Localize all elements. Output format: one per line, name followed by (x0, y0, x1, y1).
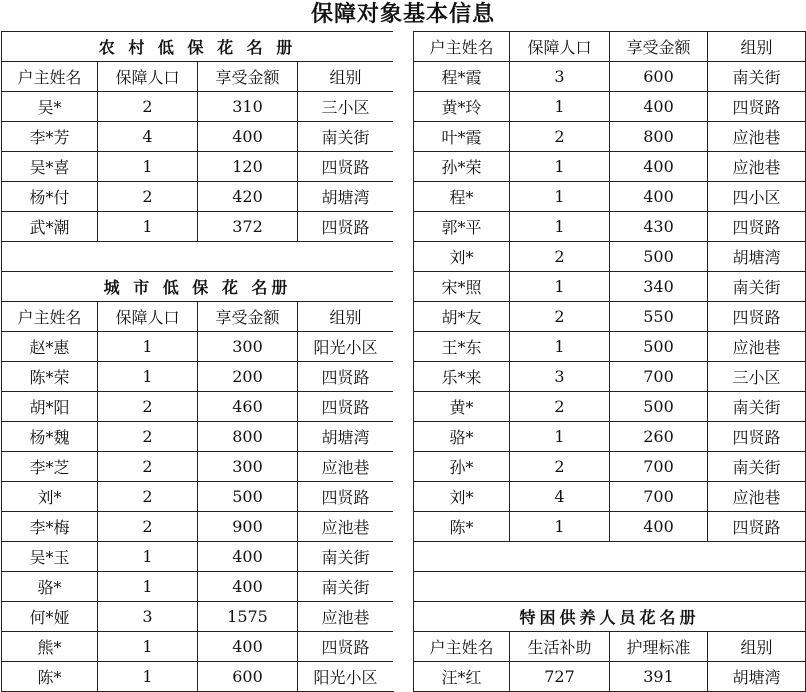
group-cell[interactable]: 南关街 (298, 122, 394, 152)
blank-cell[interactable] (2, 242, 394, 272)
table-row (414, 272, 806, 302)
group-cell[interactable]: 胡塘湾 (298, 422, 394, 452)
table-row (414, 122, 806, 152)
group-cell[interactable]: 三小区 (708, 362, 806, 392)
table-row (2, 362, 394, 392)
table-row (2, 212, 394, 242)
group-cell[interactable]: 四贤路 (298, 632, 394, 662)
name-cell[interactable]: 吴* (2, 92, 98, 122)
count-cell[interactable]: 1 (510, 92, 610, 122)
count-cell[interactable]: 2 (510, 122, 610, 152)
amount-cell[interactable]: 500 (610, 392, 708, 422)
urban-section-title[interactable]: 城 市 低 保 花 名册 (2, 272, 394, 302)
count-cell[interactable]: 2 (98, 92, 198, 122)
group-cell[interactable]: 应池巷 (708, 332, 806, 362)
table-row (2, 542, 394, 572)
table-row (414, 662, 806, 692)
count-cell[interactable]: 1 (510, 272, 610, 302)
group-cell[interactable]: 四贤路 (708, 212, 806, 242)
name-cell[interactable]: 刘* (414, 242, 510, 272)
amount-cell[interactable]: 500 (610, 332, 708, 362)
header-row (2, 302, 394, 332)
amount-cell[interactable]: 400 (610, 182, 708, 212)
name-cell[interactable]: 汪*红 (414, 662, 510, 692)
table-row (2, 332, 394, 362)
count-cell[interactable]: 1 (510, 512, 610, 542)
group-cell[interactable]: 阳光小区 (298, 662, 394, 692)
name-cell[interactable]: 陈* (414, 512, 510, 542)
group-cell[interactable]: 应池巷 (708, 152, 806, 182)
special-section-title-row (414, 602, 806, 632)
count-cell[interactable]: 2 (98, 482, 198, 512)
table-row (414, 302, 806, 332)
amount-cell[interactable]: 400 (610, 152, 708, 182)
blank-row (2, 242, 394, 272)
count-cell[interactable]: 2 (98, 392, 198, 422)
column-header[interactable]: 享受金额 (610, 32, 708, 62)
name-cell[interactable]: 吴*玉 (2, 542, 98, 572)
name-cell[interactable]: 程*霞 (414, 62, 510, 92)
count-cell[interactable]: 4 (510, 482, 610, 512)
name-cell[interactable]: 骆* (2, 572, 98, 602)
blank-cell[interactable] (414, 542, 806, 572)
name-cell[interactable]: 胡*阳 (2, 392, 98, 422)
amount-cell[interactable]: 260 (610, 422, 708, 452)
urban-section-title-row (2, 272, 394, 302)
name-cell[interactable]: 孙* (414, 452, 510, 482)
column-header[interactable]: 生活补助 (510, 632, 610, 662)
blank-cell[interactable] (414, 572, 806, 602)
column-header[interactable]: 组别 (298, 302, 394, 332)
amount-cell[interactable]: 391 (610, 662, 708, 692)
table-row (414, 212, 806, 242)
name-cell[interactable]: 黄*玲 (414, 92, 510, 122)
amount-cell[interactable]: 500 (198, 482, 298, 512)
amount-cell[interactable]: 550 (610, 302, 708, 332)
name-cell[interactable]: 李*芝 (2, 452, 98, 482)
column-header[interactable]: 户主姓名 (2, 62, 98, 92)
amount-cell[interactable]: 800 (610, 122, 708, 152)
table-row (2, 572, 394, 602)
group-cell[interactable]: 应池巷 (298, 452, 394, 482)
right-sheet (413, 31, 806, 692)
column-header[interactable]: 组别 (708, 32, 806, 62)
amount-cell[interactable]: 400 (198, 122, 298, 152)
count-cell[interactable]: 2 (98, 512, 198, 542)
name-cell[interactable]: 李*芳 (2, 122, 98, 152)
table-row (2, 92, 394, 122)
amount-cell[interactable]: 310 (198, 92, 298, 122)
header-row (2, 62, 394, 92)
table-row (414, 182, 806, 212)
amount-cell[interactable]: 340 (610, 272, 708, 302)
column-header[interactable]: 保障人口 (510, 32, 610, 62)
count-cell[interactable]: 2 (98, 182, 198, 212)
name-cell[interactable]: 程* (414, 182, 510, 212)
amount-cell[interactable]: 1575 (198, 602, 298, 632)
table-row (414, 152, 806, 182)
count-cell[interactable]: 2 (98, 452, 198, 482)
column-header[interactable]: 组别 (298, 62, 394, 92)
name-cell[interactable]: 杨*付 (2, 182, 98, 212)
group-cell[interactable]: 南关街 (708, 272, 806, 302)
table-row (414, 512, 806, 542)
count-cell[interactable]: 2 (98, 422, 198, 452)
amount-cell[interactable]: 120 (198, 152, 298, 182)
count-cell[interactable]: 4 (98, 122, 198, 152)
name-cell[interactable]: 陈*荣 (2, 362, 98, 392)
table-row (414, 62, 806, 92)
amount-cell[interactable]: 400 (610, 512, 708, 542)
group-cell[interactable]: 四贤路 (708, 422, 806, 452)
count-cell[interactable]: 2 (510, 392, 610, 422)
table-row (2, 632, 394, 662)
group-cell[interactable]: 四贤路 (708, 512, 806, 542)
count-cell[interactable]: 1 (510, 212, 610, 242)
name-cell[interactable]: 宋*照 (414, 272, 510, 302)
column-header[interactable]: 户主姓名 (414, 632, 510, 662)
group-cell[interactable]: 南关街 (708, 392, 806, 422)
amount-cell[interactable]: 400 (198, 572, 298, 602)
amount-cell[interactable]: 700 (610, 362, 708, 392)
group-cell[interactable]: 四贤路 (708, 302, 806, 332)
amount-cell[interactable]: 372 (198, 212, 298, 242)
left-sheet (1, 31, 394, 692)
name-cell[interactable]: 赵*惠 (2, 332, 98, 362)
name-cell[interactable]: 陈* (2, 662, 98, 692)
group-cell[interactable]: 四贤路 (298, 482, 394, 512)
table-row (2, 152, 394, 182)
header-row (414, 32, 806, 62)
column-header[interactable]: 享受金额 (198, 62, 298, 92)
table-row (2, 452, 394, 482)
table-row (414, 422, 806, 452)
group-cell[interactable]: 南关街 (708, 62, 806, 92)
column-header[interactable]: 户主姓名 (2, 302, 98, 332)
amount-cell[interactable]: 900 (198, 512, 298, 542)
count-cell[interactable]: 1 (98, 362, 198, 392)
table-row (2, 482, 394, 512)
group-cell[interactable]: 四贤路 (298, 152, 394, 182)
table-row (2, 602, 394, 632)
amount-cell[interactable]: 300 (198, 452, 298, 482)
table-row (414, 482, 806, 512)
amount-cell[interactable]: 400 (198, 542, 298, 572)
count-cell[interactable]: 1 (98, 572, 198, 602)
amount-cell[interactable]: 600 (198, 662, 298, 692)
blank-row (414, 572, 806, 602)
count-cell[interactable]: 1 (98, 632, 198, 662)
group-cell[interactable]: 四贤路 (298, 212, 394, 242)
column-header[interactable]: 享受金额 (198, 302, 298, 332)
table-row (2, 662, 394, 692)
count-cell[interactable]: 3 (98, 602, 198, 632)
amount-cell[interactable]: 400 (610, 92, 708, 122)
special-section-title[interactable]: 特困供养人员花名册 (414, 602, 806, 632)
count-cell[interactable]: 2 (510, 452, 610, 482)
group-cell[interactable]: 四贤路 (708, 92, 806, 122)
count-cell[interactable]: 1 (98, 152, 198, 182)
amount-cell[interactable]: 500 (610, 242, 708, 272)
group-cell[interactable]: 四贤路 (298, 362, 394, 392)
count-cell[interactable]: 1 (510, 422, 610, 452)
group-cell[interactable]: 三小区 (298, 92, 394, 122)
amount-cell[interactable]: 300 (198, 332, 298, 362)
blank-row (414, 542, 806, 572)
table-row (2, 512, 394, 542)
name-cell[interactable]: 叶*霞 (414, 122, 510, 152)
table-row (2, 392, 394, 422)
amount-cell[interactable]: 430 (610, 212, 708, 242)
amount-cell[interactable]: 600 (610, 62, 708, 92)
table-row (414, 242, 806, 272)
amount-cell[interactable]: 400 (198, 632, 298, 662)
amount-cell[interactable]: 420 (198, 182, 298, 212)
group-cell[interactable]: 南关街 (708, 452, 806, 482)
table-row (414, 392, 806, 422)
name-cell[interactable]: 熊* (2, 632, 98, 662)
count-cell[interactable]: 1 (98, 662, 198, 692)
name-cell[interactable]: 孙*荣 (414, 152, 510, 182)
header-row (414, 632, 806, 662)
name-cell[interactable]: 胡*友 (414, 302, 510, 332)
page-title: 保障对象基本信息 (310, 2, 495, 27)
group-cell[interactable]: 阳光小区 (298, 332, 394, 362)
group-cell[interactable]: 四贤路 (298, 392, 394, 422)
count-cell[interactable]: 2 (510, 302, 610, 332)
count-cell[interactable]: 2 (510, 242, 610, 272)
count-cell[interactable]: 1 (98, 332, 198, 362)
name-cell[interactable]: 乐*来 (414, 362, 510, 392)
table-row (414, 452, 806, 482)
table-row (2, 182, 394, 212)
group-cell[interactable]: 四小区 (708, 182, 806, 212)
count-cell[interactable]: 727 (510, 662, 610, 692)
table-row (414, 362, 806, 392)
group-cell[interactable]: 应池巷 (298, 602, 394, 632)
group-cell[interactable]: 胡塘湾 (708, 242, 806, 272)
group-cell[interactable]: 胡塘湾 (298, 182, 394, 212)
name-cell[interactable]: 杨*魏 (2, 422, 98, 452)
amount-cell[interactable]: 460 (198, 392, 298, 422)
name-cell[interactable]: 刘* (2, 482, 98, 512)
name-cell[interactable]: 王*东 (414, 332, 510, 362)
name-cell[interactable]: 武*潮 (2, 212, 98, 242)
name-cell[interactable]: 刘* (414, 482, 510, 512)
count-cell[interactable]: 3 (510, 62, 610, 92)
column-header[interactable]: 组别 (708, 632, 806, 662)
group-cell[interactable]: 应池巷 (708, 482, 806, 512)
column-gap (393, 31, 413, 691)
table-row (414, 92, 806, 122)
count-cell[interactable]: 1 (98, 542, 198, 572)
count-cell[interactable]: 3 (510, 362, 610, 392)
name-cell[interactable]: 郭*平 (414, 212, 510, 242)
column-header[interactable]: 户主姓名 (414, 32, 510, 62)
table-row (2, 122, 394, 152)
group-cell[interactable]: 应池巷 (708, 122, 806, 152)
group-cell[interactable]: 胡塘湾 (708, 662, 806, 692)
column-header[interactable]: 护理标准 (610, 632, 708, 662)
amount-cell[interactable]: 700 (610, 452, 708, 482)
name-cell[interactable]: 骆* (414, 422, 510, 452)
amount-cell[interactable]: 200 (198, 362, 298, 392)
count-cell[interactable]: 1 (510, 152, 610, 182)
column-header[interactable]: 保障人口 (98, 302, 198, 332)
count-cell[interactable]: 1 (510, 332, 610, 362)
name-cell[interactable]: 吴*喜 (2, 152, 98, 182)
name-cell[interactable]: 何*娅 (2, 602, 98, 632)
name-cell[interactable]: 李*梅 (2, 512, 98, 542)
name-cell[interactable]: 黄* (414, 392, 510, 422)
group-cell[interactable]: 南关街 (298, 572, 394, 602)
amount-cell[interactable]: 800 (198, 422, 298, 452)
group-cell[interactable]: 应池巷 (298, 512, 394, 542)
table-row (2, 422, 394, 452)
amount-cell[interactable]: 700 (610, 482, 708, 512)
column-header[interactable]: 保障人口 (98, 62, 198, 92)
count-cell[interactable]: 1 (510, 182, 610, 212)
rural-section-title-row (2, 32, 394, 62)
count-cell[interactable]: 1 (98, 212, 198, 242)
rural-section-title[interactable]: 农 村 低 保 花 名 册 (2, 32, 394, 62)
group-cell[interactable]: 南关街 (298, 542, 394, 572)
table-row (414, 332, 806, 362)
